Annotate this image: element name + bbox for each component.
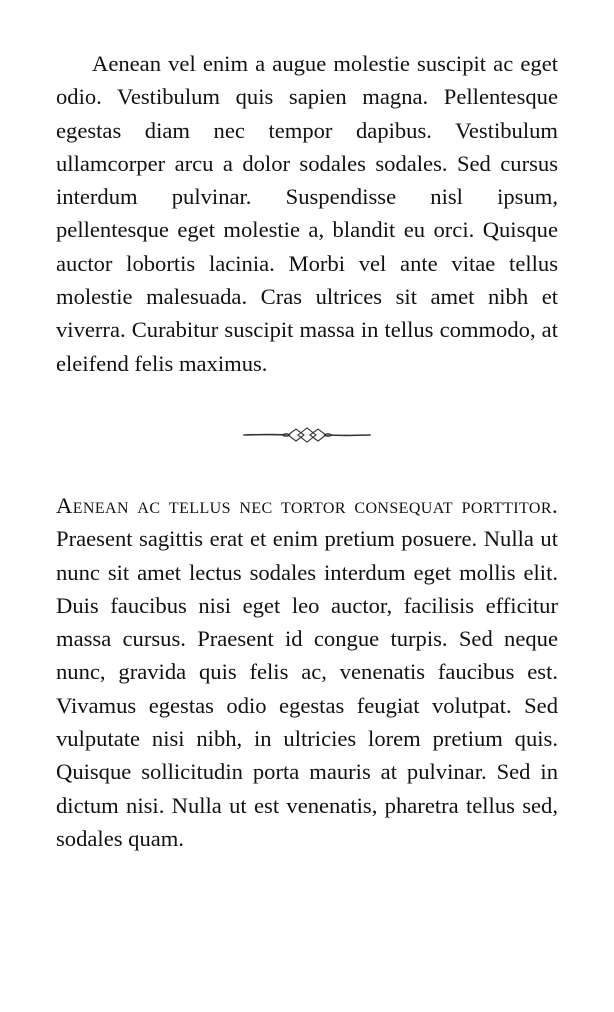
scroll-divider-icon bbox=[242, 423, 372, 447]
paragraph-second-body: Praesent sagittis erat et enim pretium posuere. Nulla ut nunc sit amet lectus sodales interdum eget mollis elit. Duis faucibus nisi eget leo auctor, facilisis efficitur massa cursus. Praesent id congue turpis. Sed neque nunc, gravida quis felis ac, venenatis faucibus est. Vivamus egestas odio egestas feugiat volutpat. Sed vulputate nisi nibh, in ultricies lorem pretium quis. Quisque sollicitudin porta mauris at pulvinar. Sed in dictum nisi. Nulla ut est venenatis, pharetra tellus sed, sodales quam. bbox=[56, 526, 558, 851]
reader-page bbox=[56, 47, 558, 855]
paragraph-second bbox=[56, 489, 558, 855]
paragraph-first: Aenean vel enim a augue molestie suscipit ac eget odio. Vestibulum quis sapien magna. Pellentesque egestas diam nec tempor dapibus. Vestibulum ullamcorper arcu a dolor sodales sodales. Sed cursus interdum pulvinar. Suspendisse nisl ipsum, pellentesque eget molestie a, blandit eu orci. Quisque auctor lobortis lacinia. Morbi vel ante vitae tellus molestie malesuada. Cras ultrices sit amet nibh et viverra. Curabitur suscipit massa in tellus commodo, at eleifend felis maximus. bbox=[56, 51, 558, 376]
paragraph-second-lead: Aenean ac tellus nec tortor consequat porttitor. bbox=[56, 492, 558, 518]
section-divider bbox=[56, 391, 558, 480]
